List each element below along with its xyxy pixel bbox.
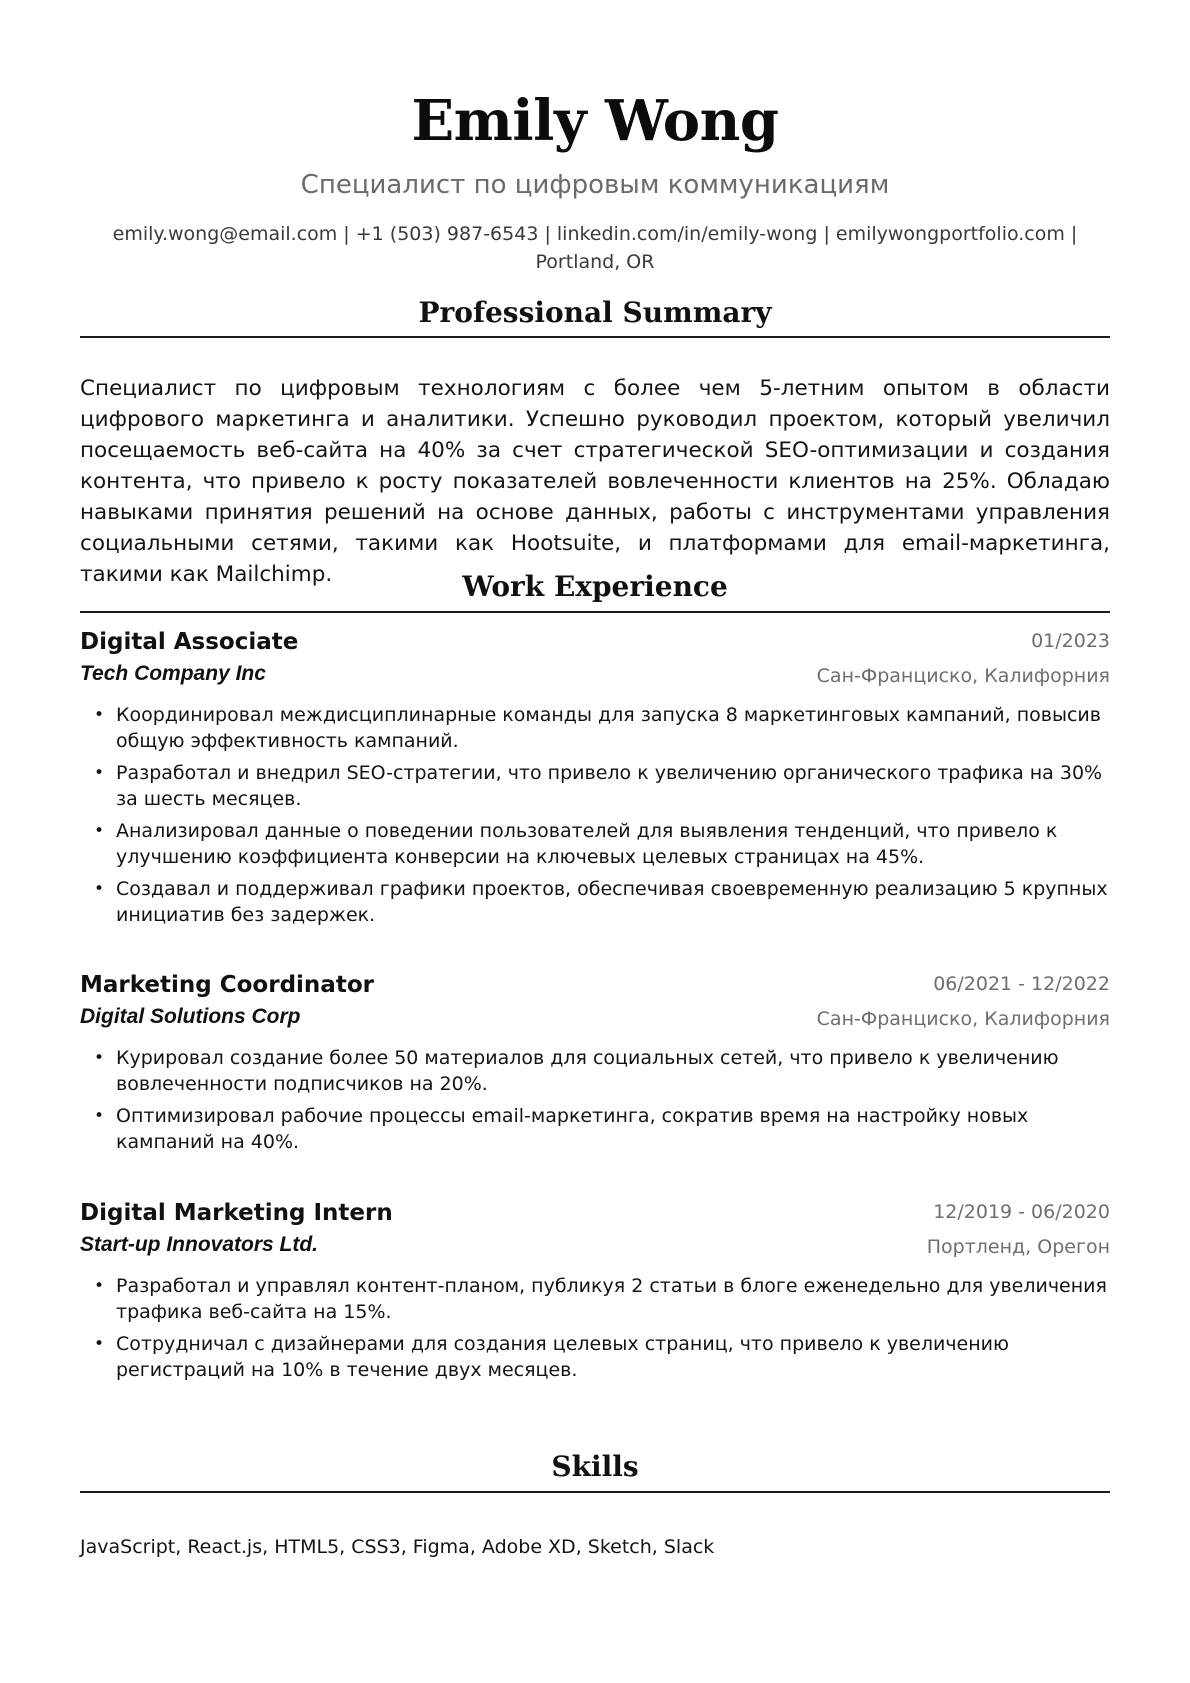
job-location: Сан-Франциско, Калифорния bbox=[816, 1008, 1110, 1030]
job-bullet: • Разработал и управлял контент-планом, публикуя 2 статьи в блоге еженедельно для увеличения трафика веб-сайта на 15%. bbox=[80, 1273, 1110, 1325]
candidate-name: Emily Wong bbox=[411, 88, 779, 154]
summary-text: Специалист по цифровым технологиям с более чем 5-летним опытом в области цифрового маркетинга и аналитики. Успешно руководил проектом, который увеличил посещаемость веб-сайта на 40% за счет стратегической SEO-оптимизации и создания контента, что привело к росту показателей вовлеченности клиентов на 25%. Обладаю навыками принятия решений на основе данных, работы с инструментами управления социальными сетями, такими как Hootsuite, и платформами для email-маркетинга, такими как Mailchimp. bbox=[80, 376, 1110, 587]
job-title: Digital Associate bbox=[80, 629, 299, 655]
job-bullet: • Анализировал данные о поведении пользователей для выявления тенденций, что привело к улучшению коэффициента конверсии на ключевых целевых страницах на 45%. bbox=[80, 818, 1110, 870]
skills-divider bbox=[80, 1491, 1110, 1493]
skills-list: JavaScript, React.js, HTML5, CSS3, Figma, Adobe XD, Sketch, Slack bbox=[80, 1536, 715, 1558]
job-bullet: • Сотрудничал с дизайнерами для создания целевых страниц, что привело к увеличению регистраций на 10% в течение двух месяцев. bbox=[80, 1331, 1110, 1383]
experience-divider bbox=[80, 611, 1110, 613]
job-bullet: • Разработал и внедрил SEO-стратегии, что привело к увеличению органического трафика на 30% за шесть месяцев. bbox=[80, 760, 1110, 812]
contact-line: emily.wong@email.com | +1 (503) 987-6543 | linkedin.com/in/emily-wong | emilywongportfolio.com | Portland, OR bbox=[112, 223, 1078, 273]
job-bullets bbox=[80, 1045, 1110, 1161]
experience-heading: Work Experience bbox=[462, 570, 728, 603]
job-company: Start-up Innovators Ltd. bbox=[80, 1233, 318, 1256]
job-company: Digital Solutions Corp bbox=[80, 1005, 301, 1028]
job-bullet: • Создавал и поддерживал графики проектов, обеспечивая своевременную реализацию 5 крупных инициатив без задержек. bbox=[80, 876, 1110, 928]
job-date: 01/2023 bbox=[1031, 630, 1110, 652]
job-company: Tech Company Inc bbox=[80, 662, 266, 685]
job-bullet: • Оптимизировал рабочие процессы email-маркетинга, сократив время на настройку новых кампаний на 40%. bbox=[80, 1103, 1110, 1155]
job-date: 12/2019 - 06/2020 bbox=[933, 1201, 1110, 1223]
job-location: Сан-Франциско, Калифорния bbox=[816, 665, 1110, 687]
job-bullets bbox=[80, 1273, 1110, 1389]
summary-divider bbox=[80, 336, 1110, 338]
skills-heading: Skills bbox=[551, 1450, 639, 1483]
job-location: Портленд, Орегон bbox=[926, 1236, 1110, 1258]
job-title: Digital Marketing Intern bbox=[80, 1200, 393, 1226]
job-bullet: • Курировал создание более 50 материалов для социальных сетей, что привело к увеличению вовлеченности подписчиков на 20%. bbox=[80, 1045, 1110, 1097]
job-title: Marketing Coordinator bbox=[80, 972, 374, 998]
candidate-title: Специалист по цифровым коммуникациям bbox=[300, 170, 890, 200]
summary-heading: Professional Summary bbox=[418, 296, 772, 329]
job-bullet: • Координировал междисциплинарные команды для запуска 8 маркетинговых кампаний, повысив общую эффективность кампаний. bbox=[80, 702, 1110, 754]
job-bullets bbox=[80, 702, 1110, 934]
job-date: 06/2021 - 12/2022 bbox=[933, 973, 1110, 995]
